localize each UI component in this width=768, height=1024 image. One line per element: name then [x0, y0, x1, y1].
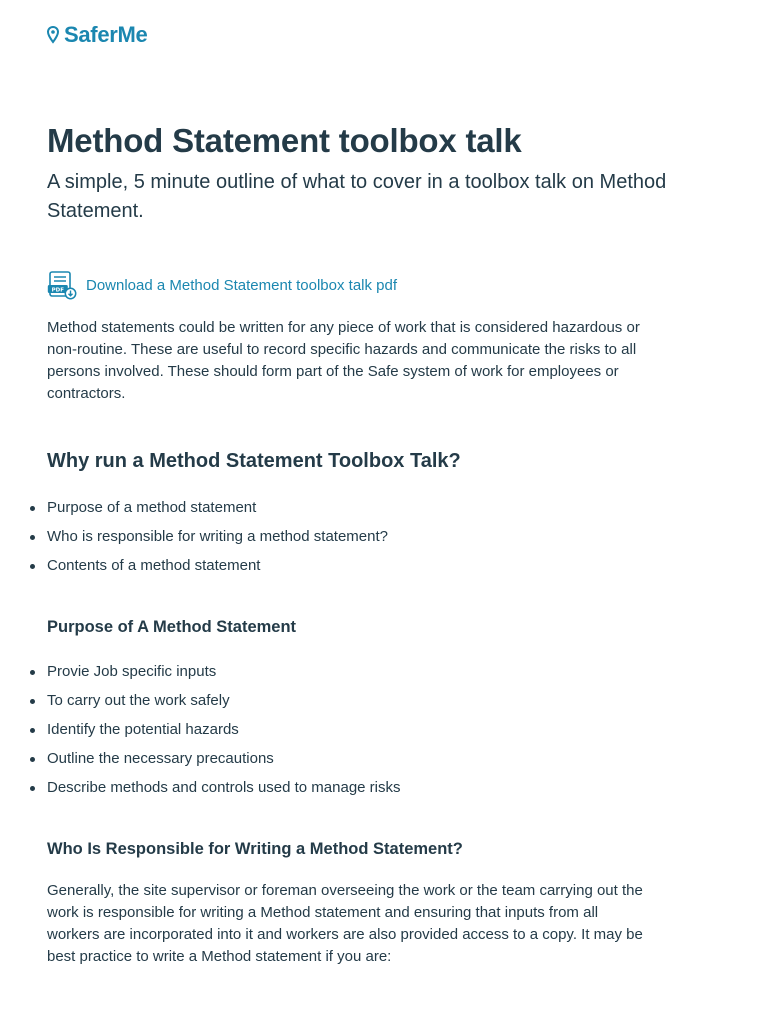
- list-item: Provie Job specific inputs: [47, 657, 401, 686]
- list-item: Describe methods and controls used to manage risks: [47, 773, 401, 802]
- list-item: Who is responsible for writing a method statement?: [47, 522, 388, 551]
- list-item: Identify the potential hazards: [47, 715, 401, 744]
- list-item: Outline the necessary precautions: [47, 744, 401, 773]
- list-item: Contents of a method statement: [47, 551, 388, 580]
- why-heading: Why run a Method Statement Toolbox Talk?: [47, 450, 461, 472]
- why-list: [47, 493, 388, 580]
- page-title: Method Statement toolbox talk: [47, 122, 522, 159]
- brand-name: SaferMe: [64, 22, 148, 47]
- responsible-paragraph: Generally, the site supervisor or foreman overseeing the work or the team carrying out the work is responsible for writing a Method statement and ensuring that inputs from all workers are incorporated into it and workers are also provided access to a copy. It may be best practice to write a Method statement if you are:: [47, 882, 643, 965]
- pdf-document-icon[interactable]: [47, 270, 77, 300]
- brand-logo[interactable]: [47, 22, 148, 48]
- responsible-heading: Who Is Responsible for Writing a Method Statement?: [47, 840, 463, 858]
- list-item: Purpose of a method statement: [47, 493, 388, 522]
- page-subtitle: A simple, 5 minute outline of what to cover in a toolbox talk on Method Statement.: [47, 171, 667, 222]
- svg-text:PDF: PDF: [51, 287, 64, 294]
- download-row[interactable]: [47, 270, 397, 300]
- intro-paragraph: Method statements could be written for any piece of work that is considered hazardous or non-routine. These are useful to record specific hazards and communicate the risks to all persons involved. These should form part of the Safe system of work for employees or contractors.: [47, 319, 640, 402]
- list-item: To carry out the work safely: [47, 686, 401, 715]
- location-pin-icon: [47, 26, 59, 44]
- purpose-list: [47, 657, 401, 802]
- download-pdf-link[interactable]: Download a Method Statement toolbox talk pdf: [86, 276, 398, 294]
- purpose-heading: Purpose of A Method Statement: [47, 618, 297, 636]
